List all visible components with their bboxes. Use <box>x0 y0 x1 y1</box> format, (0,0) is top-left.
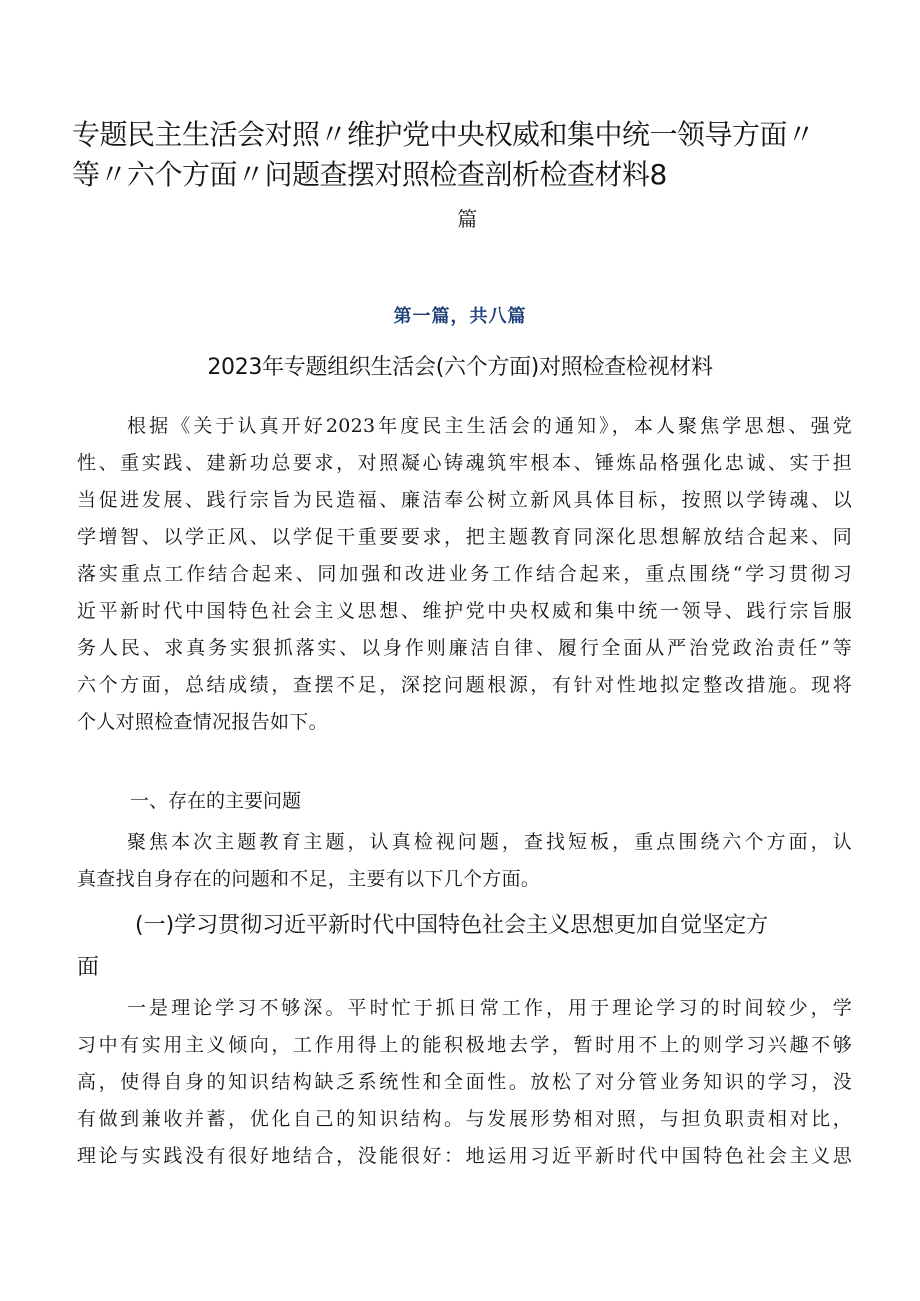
heading-line: (一)学习贯彻习近平新时代中国特色社会主义思想更加自觉坚定方 <box>135 913 769 938</box>
part-label: 第一篇，共八篇 <box>393 306 527 327</box>
paragraph-line: 习中有实用主义倾向，工作用得上的能积极地去学，暂时用不上的则学习兴趣不够 <box>77 1034 852 1056</box>
heading-line: 面 <box>77 955 100 980</box>
paragraph-line: 务人民、求真务实狠抓落实、以身作则廉洁自律、履行全面从严治党政治责任”等 <box>77 637 852 659</box>
paragraph-line: 理论与实践没有很好地结合，没能很好：地运用习近平新时代中国特色社会主义思 <box>77 1145 852 1167</box>
paragraph-line: 一是理论学习不够深。平时忙于抓日常工作，用于理论学习的时间较少，学 <box>127 997 852 1019</box>
paragraph-theory-study <box>77 990 852 1175</box>
title-line-3: 篇 <box>457 207 477 231</box>
paragraph-line: 性、重实践、建新功总要求，对照凝心铸魂筑牢根本、锤炼品格强化忠诚、实于担 <box>77 452 852 474</box>
paragraph-line: 真查找自身存在的问题和不足，主要有以下几个方面。 <box>77 868 541 890</box>
paragraph-line: 高，使得自身的知识结构缺乏系统性和全面性。放松了对分管业务知识的学习，没 <box>77 1071 852 1093</box>
paragraph-line: 当促进发展、践行宗旨为民造福、廉洁奉公树立新风具体目标，按照以学铸魂、以 <box>77 489 852 511</box>
section-title: 2023年专题组织生活会(六个方面)对照检查检视材料 <box>207 355 713 380</box>
paragraph-line: 六个方面，总结成绩，查摆不足，深挖问题根源，有针对性地拟定整改措施。现将 <box>77 674 852 696</box>
paragraph-line: 有做到兼收并蓄，优化自己的知识结构。与发展形势相对照，与担负职责相对比， <box>77 1108 852 1130</box>
paragraph-line: 个人对照检查情况报告如下。 <box>77 711 328 733</box>
paragraph-line: 聚焦本次主题教育主题，认真检视问题，查找短板，重点围绕六个方面，认 <box>127 831 852 853</box>
paragraph-focus <box>77 824 852 898</box>
document-title <box>72 115 862 239</box>
paragraph-line: 近平新时代中国特色社会主义思想、维护党中央权威和集中统一领导、践行宗旨服 <box>77 600 852 622</box>
title-line-2: 等〃六个方面〃问题查摆对照检查剖析检查材料8 <box>72 158 667 191</box>
paragraph-line: 落实重点工作结合起来、同加强和改进业务工作结合起来，重点围绕“学习贯彻习 <box>77 563 852 585</box>
title-line-1: 专题民主生活会对照〃维护党中央权威和集中统一领导方面〃 <box>72 118 815 151</box>
paragraph-intro <box>77 408 852 741</box>
heading-main-problems: 一、存在的主要问题 <box>130 790 302 812</box>
heading-section-one <box>77 905 867 989</box>
paragraph-line: 根据《关于认真开好2023年度民主生活会的通知》，本人聚焦学思想、强党 <box>127 415 852 437</box>
paragraph-line: 学增智、以学正风、以学促干重要要求，把主题教育同深化思想解放结合起来、同 <box>77 526 852 548</box>
